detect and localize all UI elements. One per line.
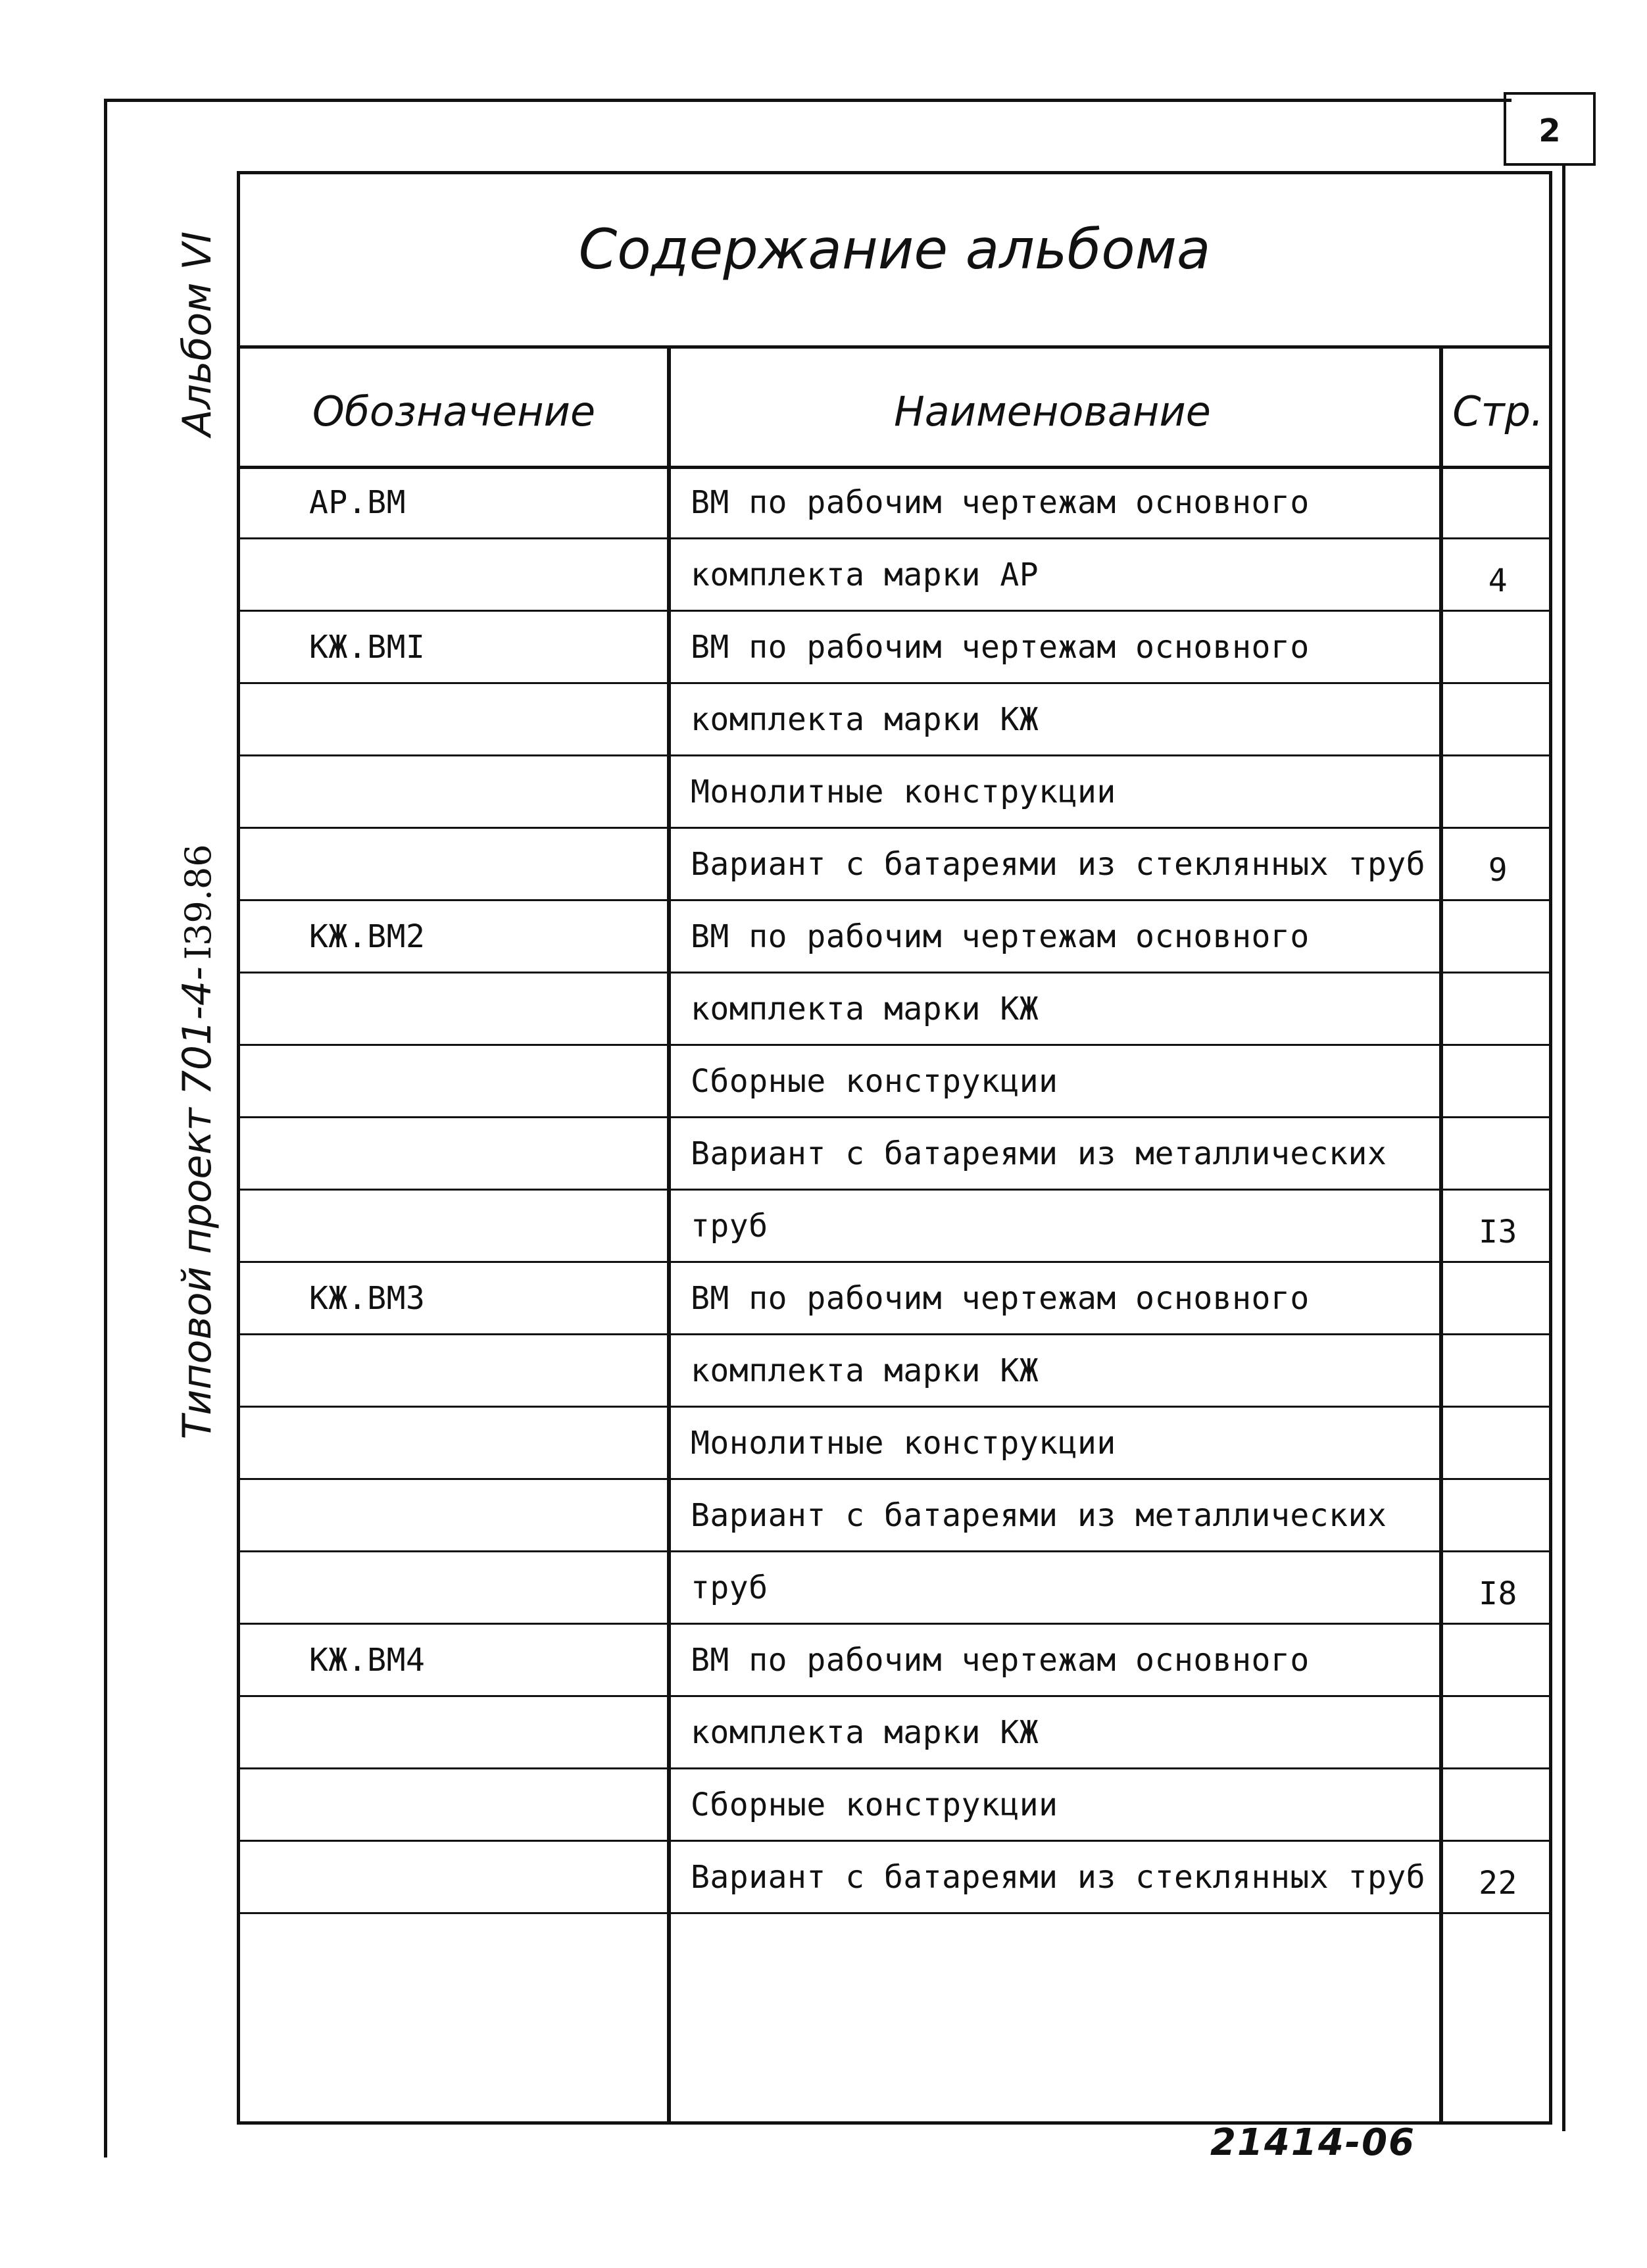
row-code: КЖ.ВМI	[309, 628, 426, 666]
row-name: ВМ по рабочим чертежам основного	[691, 1279, 1310, 1317]
row-name: Сборные конструкции	[691, 1786, 1058, 1823]
row-name: труб	[691, 1207, 768, 1245]
side-label	[174, 232, 220, 1439]
document-number: 21414-06	[1210, 2121, 1415, 2164]
row-code	[309, 1408, 664, 1478]
row-code	[309, 1046, 664, 1116]
row-page: 4	[1488, 562, 1508, 599]
table-row	[237, 1480, 1552, 1552]
row-code	[309, 1480, 664, 1550]
table-row	[237, 1625, 1552, 1697]
row-name: комплекта марки АР	[691, 556, 1039, 593]
table-row	[237, 684, 1552, 756]
row-name: комплекта марки КЖ	[691, 701, 1039, 738]
row-name: труб	[691, 1569, 768, 1606]
row-code	[309, 1335, 664, 1406]
row-page	[1444, 612, 1552, 682]
row-code	[309, 1191, 664, 1261]
row-code	[309, 829, 664, 899]
row-page	[1444, 1335, 1552, 1406]
row-name: Сборные конструкции	[691, 1062, 1058, 1100]
row-name: ВМ по рабочим чертежам основного	[691, 628, 1310, 666]
row-page	[1444, 974, 1552, 1044]
row-page	[1444, 1769, 1552, 1840]
row-page	[1444, 1697, 1552, 1767]
page-number-box-top	[1504, 92, 1596, 95]
table-row	[237, 467, 1552, 539]
row-page: 9	[1488, 851, 1508, 889]
table-row	[237, 539, 1552, 612]
column-header-page: Стр.	[1452, 387, 1544, 435]
column-header-code: Обозначение	[312, 387, 596, 435]
side-label-project-number: I39.86	[178, 844, 219, 960]
sheet-outer-border-top	[105, 99, 1512, 102]
row-page	[1444, 1263, 1552, 1333]
row-code	[309, 1769, 664, 1840]
row-page	[1444, 1046, 1552, 1116]
table-row	[237, 1118, 1552, 1191]
table-row	[237, 1697, 1552, 1769]
table-row	[237, 1769, 1552, 1842]
row-code	[309, 974, 664, 1044]
contents-table-body	[237, 467, 1552, 1914]
row-name: Вариант с батареями из металлических	[691, 1496, 1387, 1534]
row-name: комплекта марки КЖ	[691, 1352, 1039, 1389]
page-number-box-right	[1593, 92, 1596, 166]
row-code	[309, 756, 664, 827]
table-row	[237, 756, 1552, 829]
row-page	[1444, 756, 1552, 827]
row-page: 22	[1479, 1864, 1517, 1902]
table-row	[237, 1335, 1552, 1408]
row-page	[1444, 1408, 1552, 1478]
row-name: Монолитные конструкции	[691, 773, 1116, 810]
table-row	[237, 1842, 1552, 1914]
table-row	[237, 1046, 1552, 1118]
table-row	[237, 1191, 1552, 1263]
sheet-outer-border-left	[104, 99, 107, 2157]
row-name: Вариант с батареями из металлических	[691, 1135, 1387, 1172]
row-name: ВМ по рабочим чертежам основного	[691, 918, 1310, 955]
row-name: Монолитные конструкции	[691, 1424, 1116, 1462]
table-row	[237, 901, 1552, 974]
page-number-box-bottom	[1504, 163, 1596, 166]
table-row	[237, 829, 1552, 901]
row-page	[1444, 901, 1552, 972]
row-code: КЖ.ВМ2	[309, 918, 426, 955]
row-page	[1444, 1625, 1552, 1695]
row-code: АР.ВМ	[309, 483, 406, 521]
row-code	[309, 539, 664, 610]
table-row	[237, 1552, 1552, 1625]
album-title: Содержание альбома	[578, 217, 1211, 282]
row-code	[309, 1118, 664, 1189]
row-code	[309, 1697, 664, 1767]
row-page: I8	[1479, 1575, 1517, 1612]
row-name: комплекта марки КЖ	[691, 990, 1039, 1027]
side-label-album: Альбом VI	[174, 231, 220, 437]
table-row	[237, 974, 1552, 1046]
table-row	[237, 612, 1552, 684]
row-name: Вариант с батареями из стеклянных труб	[691, 845, 1426, 883]
row-code: КЖ.ВМ3	[309, 1279, 426, 1317]
row-code	[309, 1842, 664, 1912]
row-page	[1444, 467, 1552, 537]
row-code	[309, 1552, 664, 1623]
row-code: КЖ.ВМ4	[309, 1641, 426, 1679]
title-divider	[237, 345, 1552, 349]
row-name: комплекта марки КЖ	[691, 1713, 1039, 1751]
side-label-project: Типовой проект 701-4-	[174, 966, 220, 1440]
row-page	[1444, 684, 1552, 754]
row-name: ВМ по рабочим чертежам основного	[691, 483, 1310, 521]
row-page: I3	[1479, 1213, 1517, 1250]
row-name: Вариант с батареями из стеклянных труб	[691, 1858, 1426, 1896]
row-name: ВМ по рабочим чертежам основного	[691, 1641, 1310, 1679]
row-page	[1444, 1118, 1552, 1189]
row-code	[309, 684, 664, 754]
row-page	[1444, 1480, 1552, 1550]
table-row	[237, 1408, 1552, 1480]
page-number: 2	[1538, 112, 1561, 149]
column-header-name: Наименование	[894, 387, 1211, 435]
table-row	[237, 1263, 1552, 1335]
